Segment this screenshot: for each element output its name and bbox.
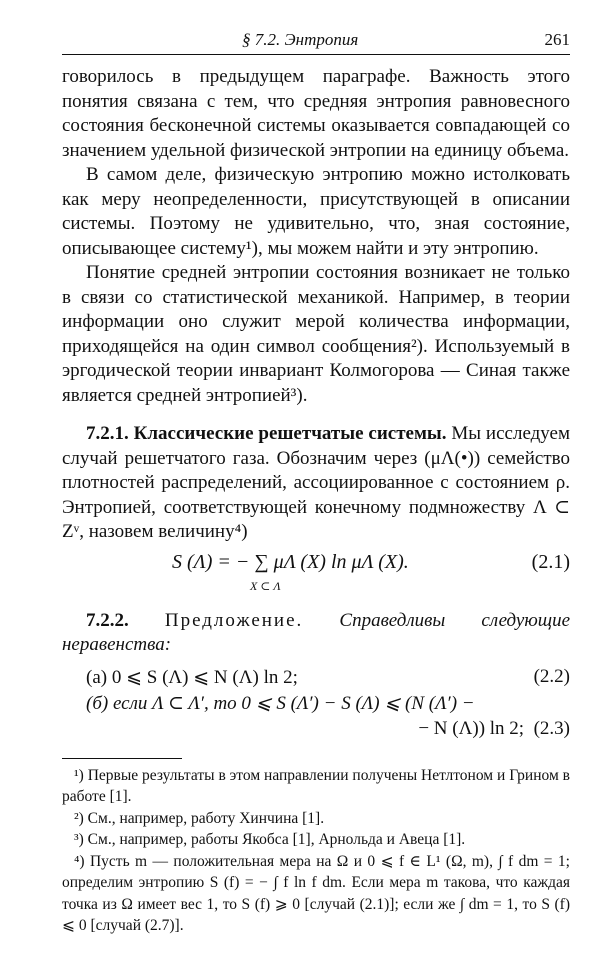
- section-7-2-1-title: 7.2.1. Классические решетчатые системы.: [86, 423, 447, 444]
- paragraph-2: В самом деле, физическую энтропию можно истолковать как меру неопределенности, присутствующей в описании системы. Поэтому не удивительно, что, зная состояние, описывающее систему¹), мы можем найти и эту энтропию.: [62, 164, 570, 259]
- inequality-b-number: (2.3): [533, 717, 570, 739]
- inequality-a-text: (а) 0 ⩽ S (Λ) ⩽ N (Λ) ln 2;: [86, 666, 298, 688]
- section-7-2-1-text: Мы исследуем случай решетчатого газа. Обозначим через (μΛ(•)) семейство плотностей распределений, ассоциированное с состоянием ρ. Энтропией, соответствующей конечному подмножеству Λ ⊂ Zᵛ, назовем величину⁴): [62, 423, 570, 542]
- page-number: 261: [544, 30, 570, 49]
- paragraph-3: Понятие средней энтропии состояния возникает не только в связи со статистической механикой. Например, в теории информации оно служит мерой количества информации, приходящейся на один символ сообщения²). Используемый в эргодической теории инвариант Колмогорова — Синая также является средней энтропией³).: [62, 262, 570, 406]
- inequality-a-number: (2.2): [533, 665, 570, 687]
- formula-number: (2.1): [531, 550, 570, 573]
- footnote-2: ²) См., например, работу Хинчина [1].: [74, 809, 325, 827]
- inequalities: [62, 666, 570, 744]
- formula-expression: S (Λ) = − ∑ μΛ (X) ln μΛ (X).: [172, 550, 409, 573]
- section-7-2-1: [62, 422, 570, 545]
- header-rule: [62, 54, 570, 55]
- paragraph-1: говорилось в предыдущем параграфе. Важность этого понятия связана с тем, что средняя энтропия равновесного состояния бесконечной системы оказывается совпадающей со значением удельной физической энтропии на единицу объема.: [62, 66, 570, 161]
- inequality-b-text: (б) если Λ ⊂ Λ′, то 0 ⩽ S (Λ′) − S (Λ) ⩽ (N (Λ′) −: [86, 692, 475, 714]
- footnote-rule: [62, 758, 182, 759]
- page-header: [62, 26, 570, 52]
- inequality-a: [86, 666, 570, 692]
- footnote-1: ¹) Первые результаты в этом направлении получены Нетлтоном и Грином в работе [1].: [62, 766, 570, 805]
- inequality-b-tail: − N (Λ)) ln 2;: [418, 717, 525, 739]
- running-title: § 7.2. Энтропия: [242, 30, 359, 49]
- proposition-lead: Справедливы следующие неравенства:: [62, 609, 571, 655]
- inequality-b-cont-text: [418, 718, 570, 740]
- section-7-2-2-title: 7.2.2.: [86, 609, 129, 631]
- formula-sum-subscript: X ⊂ Λ: [250, 578, 281, 593]
- footnote-4: ⁴) Пусть m — положительная мера на Ω и 0 ⩽ f ∈ L¹ (Ω, m), ∫ f dm = 1; определим энтропию S (f) = − ∫ f ln f dm. Если мера m такова, что каждая точка из Ω имеет вес 1, то S (f) ⩾ 0 [случай (2.1)]; если же ∫ dm = 1, то S (f) ⩽ 0 [случай (2.7)].: [62, 852, 570, 934]
- section-7-2-2: [62, 609, 570, 658]
- inequality-b: [86, 692, 570, 718]
- formula-2-1: [62, 545, 570, 601]
- footnote-3: ³) См., например, работы Якобса [1], Арнольда и Авеца [1].: [74, 831, 466, 848]
- inequality-b-cont: [86, 718, 570, 744]
- proposition-word: Предложение.: [164, 609, 304, 631]
